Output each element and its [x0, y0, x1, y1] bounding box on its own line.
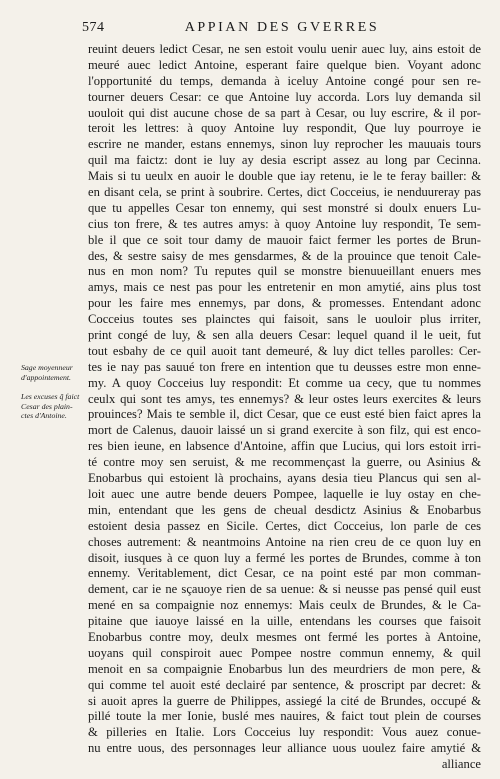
text-line: loit auec une autre bende deuers Pompee, laquelle ie luy ostay en che-	[88, 486, 481, 501]
text-line: ceulx qui sont tes amys, tes ennemys? & leur ostes leurs exercites & leurs	[88, 391, 481, 406]
text-line: Enobarbus qui estoient là prochains, ayans desia tieu Plancus qui sen al-	[88, 471, 481, 486]
text-line: estoient desia passez en Sicile. Certes, dict Cocceius, lon parle de ces	[88, 518, 481, 533]
body-text	[88, 42, 481, 773]
text-line: tourner deuers Cesar: ce que Antoine luy accorda. Lors luy demanda sil	[88, 89, 481, 104]
margin-note-line: Les excuses q̃ faict	[21, 392, 80, 402]
text-line: si auoit apres la guerre de Philippes, assiegé la cité de Brundes, occupé &	[88, 693, 481, 708]
text-line: té contre moy sen seruist, & me recommençast la guerre, ou Asinius &	[88, 455, 481, 470]
text-line: amys, mais ce nest pas pour les entretenir en mon amytié, ains plus tost	[88, 280, 481, 295]
text-line: my. A quoy Cocceius luy respondit: Et comme ua cecy, que tu nommes	[88, 375, 481, 390]
text-line: choses autrement: & neantmoins Antoine na rien creu de ce quon luy en	[88, 534, 481, 549]
text-line: pitaine que iauoye laissé en la uille, entendans les courses que faisoit	[88, 614, 481, 629]
text-line: quil ma faictz: dont ie luy ay desia escript assez au long par Cecinna.	[88, 153, 481, 168]
text-line: disoit, iusques à ce quon luy a fermé les portes de Brundes, comme à ton	[88, 550, 481, 565]
text-line: mort de Calenus, dauoir laissé un si grand exercite à son filz, qui est enco-	[88, 423, 481, 438]
text-line: tout esbahy de ce quil auoit tant demeuré, & luy dict telles parolles: Cer-	[88, 343, 481, 358]
text-line: print congé de luy, & sen alla deuers Cesar: lequel quand il le ueit, fut	[88, 328, 481, 343]
margin-note	[21, 392, 85, 421]
text-line: uouloit qui dist aucune chose de sa part à Cesar, ou luy escrire, & il por-	[88, 105, 481, 120]
page-number: 574	[82, 20, 105, 35]
text-line: que tu appelles Cesar ton ennemy, qui sest monstré si doulx enuers Lu-	[88, 200, 481, 215]
text-line: des, & sestre saisy de mes gensdarmes, & de la prouince que tenoit Cale-	[88, 248, 481, 263]
text-line: nus en mon nom? Tu reputes quil se monstre bienuueillant enuers mes	[88, 264, 481, 279]
text-line: dement, car ie ne sçauoye rien de sa uenue: & si neusse pas pensé quil eust	[88, 582, 481, 597]
margin-note-line: ctes d'Antoine.	[21, 411, 67, 421]
text-line: qui comme tel auoit esté declairé par sentence, & proscript par decret: &	[88, 677, 481, 692]
text-line: menoit en sa compaignie Enobarbus lun des meurdriers de mon pere, &	[88, 661, 481, 676]
text-line: uoyans quil conspiroit auec Pompee nostre commun ennemy, & quil	[88, 645, 481, 660]
text-line: nu entre uous, des personnages leur alliance uous uoulez faire amytié &	[88, 741, 481, 756]
text-line: cius ton frere, & tes autres amys: à quoy Antoine luy respondit, Te sem-	[88, 216, 481, 231]
text-line: reuint deuers ledict Cesar, ne sen estoit voulu uenir auec luy, ains estoit de	[88, 42, 481, 56]
text-line: alliance	[441, 757, 481, 772]
text-line: ble il que ce soit tour damy de mauoir faict fermer les portes de Brun-	[88, 232, 481, 247]
text-line: meuré auec ledict Antoine, esperant faire quelque bien. Voyant adonc	[88, 57, 481, 72]
text-line: l'opportunité du temps, demanda à iceluy Antoine congé pour sen re-	[88, 73, 481, 88]
text-line: ennemy. Veritablement, dict Cesar, ce na point esté par mon comman-	[88, 566, 481, 581]
text-line: Mais si tu ueulx en auoir le double que iay retenu, ie le te feray bailler: &	[88, 169, 481, 184]
text-line: en disant cela, se print à soubrire. Certes, dict Cocceius, ie nenduureray pas	[88, 185, 481, 200]
text-line: mené en sa compaignie noz ennemys: Mais ceulx de Brundes, & le Ca-	[88, 598, 481, 613]
page-header	[82, 20, 482, 38]
text-line: pour les faire mes ennemys, par dons, & promesses. Entendant adonc	[88, 296, 481, 311]
text-line: res bien ieune, en labsence d'Antoine, affin que Lucius, qui lors estoit irri-	[88, 439, 481, 454]
text-line: pillé toute la mer Ionie, buslé mes nauires, & faict tout plein de courses	[88, 709, 481, 724]
margin-notes	[21, 363, 85, 431]
margin-note-line: Cesar des plain-	[21, 401, 73, 411]
text-line: Cocceius toutes ses plainctes qui faisoit, sans le uouloir plus irriter,	[88, 312, 481, 327]
margin-note-line: Sage moyenneur	[21, 363, 73, 372]
text-line: prouinces? Mais te semble il, dict Cesar, que ce eust esté bien faict apres la	[88, 407, 481, 422]
text-line: min, entendant que les gens de cheual desdictz Asinius & Enobarbus	[88, 502, 481, 517]
text-line: Enobarbus contre moy, deulx mesmes ont fermé les portes à Antoine,	[88, 629, 481, 644]
running-head: APPIAN DES GVERRES	[184, 20, 380, 35]
text-line: & pilleries en Italie. Lors Cocceius luy respondit: Vous auez conue-	[88, 725, 481, 740]
text-line: teroit les lettres: à quoy Antoine luy respondit, Que luy pourroye ie	[88, 121, 481, 136]
margin-note	[21, 363, 85, 382]
margin-note-line: d'appointement.	[21, 372, 71, 382]
text-line: tes ie nay pas sauué ton frere en intention que tu deusses estre mon enne-	[88, 359, 481, 374]
text-line: escrire ne mander, estans ennemys, sinon luy reprocher les mauuais tours	[88, 137, 481, 152]
